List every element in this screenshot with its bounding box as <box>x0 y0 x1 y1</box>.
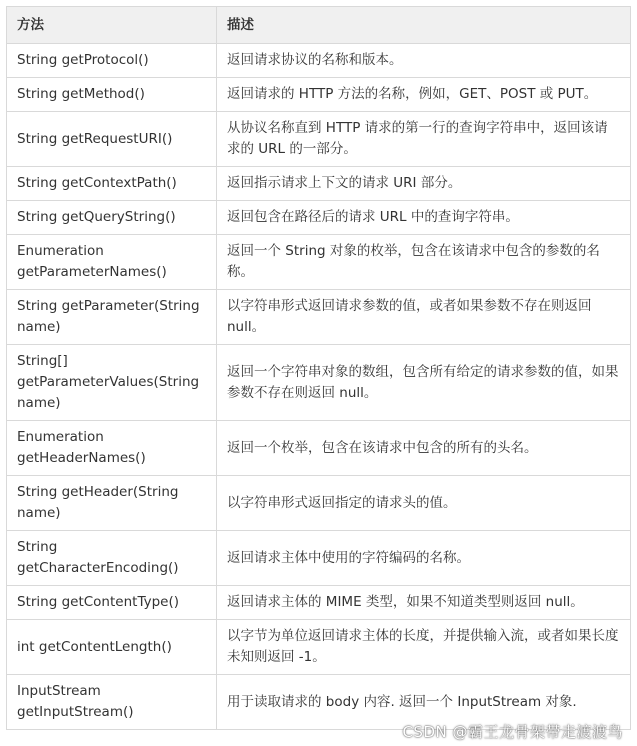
methods-table-container <box>6 6 630 730</box>
description-cell: 返回一个字符串对象的数组，包含所有给定的请求参数的值，如果参数不存在则返回 null。 <box>217 345 631 421</box>
header-description: 描述 <box>217 7 631 44</box>
description-cell: 返回包含在路径后的请求 URL 中的查询字符串。 <box>217 201 631 235</box>
table-row <box>7 421 631 476</box>
method-cell: String getContextPath() <box>7 167 217 201</box>
method-cell: String getCharacterEncoding() <box>7 531 217 586</box>
method-cell: String getParameter(String name) <box>7 290 217 345</box>
description-cell: 从协议名称直到 HTTP 请求的第一行的查询字符串中，返回该请求的 URL 的一部分。 <box>217 112 631 167</box>
method-cell: String getContentType() <box>7 586 217 620</box>
description-cell: 以字节为单位返回请求主体的长度，并提供输入流，或者如果长度未知则返回 -1。 <box>217 620 631 675</box>
table-row <box>7 531 631 586</box>
table-row <box>7 112 631 167</box>
description-cell: 返回一个枚举，包含在该请求中包含的所有的头名。 <box>217 421 631 476</box>
table-row <box>7 476 631 531</box>
method-cell: String[] getParameterValues(String name) <box>7 345 217 421</box>
description-cell: 返回指示请求上下文的请求 URI 部分。 <box>217 167 631 201</box>
method-cell: Enumeration getParameterNames() <box>7 235 217 290</box>
method-cell: String getQueryString() <box>7 201 217 235</box>
table-row <box>7 78 631 112</box>
methods-table <box>6 6 631 730</box>
method-cell: String getMethod() <box>7 78 217 112</box>
table-row <box>7 201 631 235</box>
header-method: 方法 <box>7 7 217 44</box>
table-row <box>7 620 631 675</box>
method-cell: String getHeader(String name) <box>7 476 217 531</box>
table-row <box>7 167 631 201</box>
table-row <box>7 586 631 620</box>
table-row <box>7 290 631 345</box>
method-cell: String getRequestURI() <box>7 112 217 167</box>
table-row <box>7 345 631 421</box>
table-header-row <box>7 7 631 44</box>
description-cell: 返回请求的 HTTP 方法的名称，例如，GET、POST 或 PUT。 <box>217 78 631 112</box>
description-cell: 返回请求主体的 MIME 类型，如果不知道类型则返回 null。 <box>217 586 631 620</box>
description-cell: 用于读取请求的 body 内容. 返回一个 InputStream 对象. <box>217 675 631 730</box>
watermark: CSDN @霸王龙骨架带走渡渡鸟 <box>402 723 623 741</box>
description-cell: 返回一个 String 对象的枚举，包含在该请求中包含的参数的名称。 <box>217 235 631 290</box>
description-cell: 以字符串形式返回指定的请求头的值。 <box>217 476 631 531</box>
method-cell: int getContentLength() <box>7 620 217 675</box>
table-row <box>7 235 631 290</box>
method-cell: Enumeration getHeaderNames() <box>7 421 217 476</box>
description-cell: 以字符串形式返回请求参数的值，或者如果参数不存在则返回 null。 <box>217 290 631 345</box>
method-cell: String getProtocol() <box>7 44 217 78</box>
description-cell: 返回请求协议的名称和版本。 <box>217 44 631 78</box>
description-cell: 返回请求主体中使用的字符编码的名称。 <box>217 531 631 586</box>
method-cell: InputStream getInputStream() <box>7 675 217 730</box>
table-row <box>7 44 631 78</box>
